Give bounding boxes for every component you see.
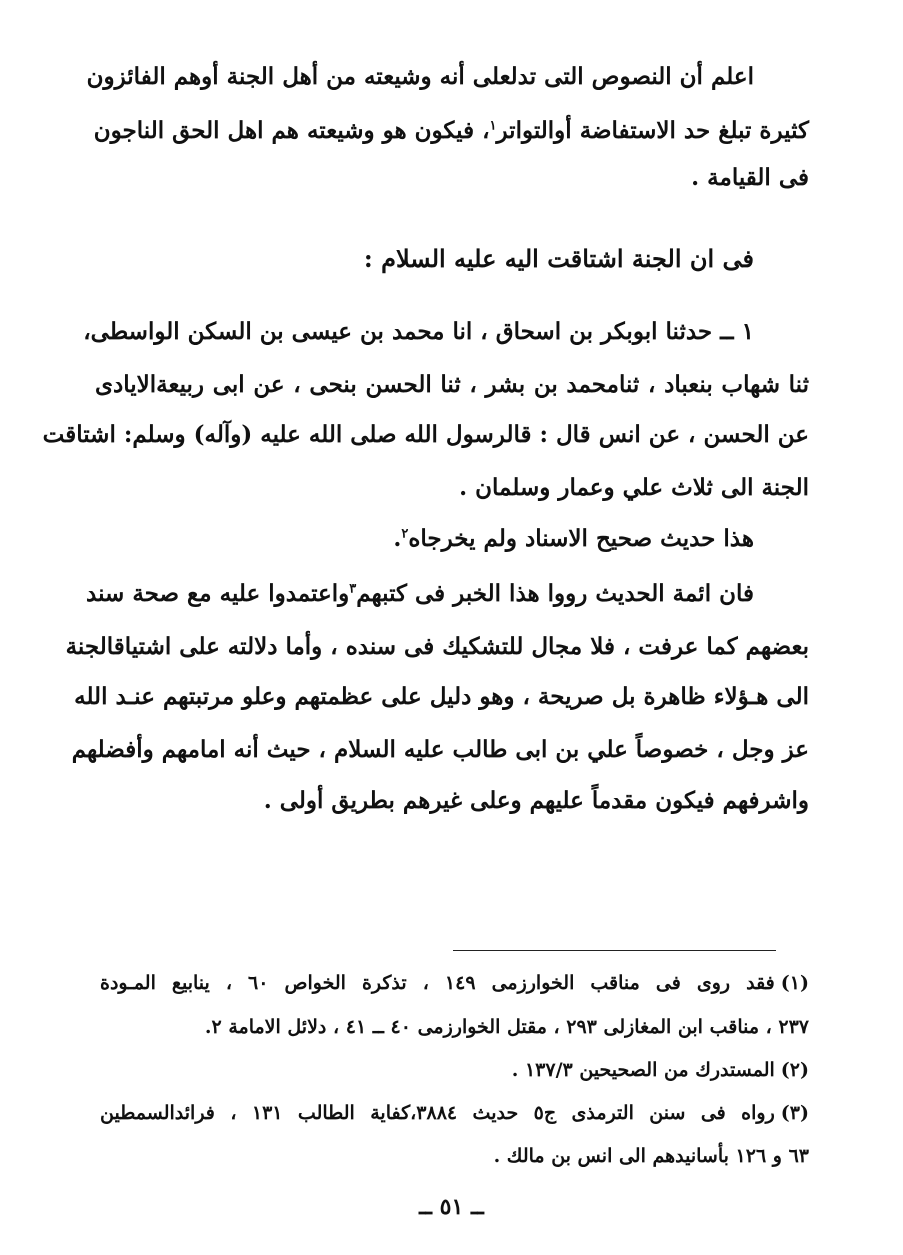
discussion-line-1-part-1: فان ائمة الحديث رووا هذا الخبر فى كتبهم — [356, 580, 754, 607]
hadith-line-3-text: عن الحسن ، عن انس قال : قالرسول الله صلى الله عليه (وآله) وسلم: اشتاقت — [42, 421, 809, 448]
intro-line-2 — [95, 111, 809, 151]
page-number: ــ ٥١ ــ — [419, 1194, 484, 1220]
footnote-3-line-1 — [100, 1098, 809, 1128]
footnote-2-number: (٢) — [780, 1059, 809, 1081]
discussion-line-3 — [74, 677, 809, 717]
footnote-ref-1: ١ — [489, 118, 497, 134]
footnote-1-text-2: ٢٣٧ ، مناقب ابن المغازلى ٢٩٣ ، مقتل الخوارزمى ٤٠ ــ ٤١ ، دلائل الامامة ٢. — [204, 1016, 809, 1038]
discussion-line-1-part-2: واعتمدوا عليه مع صحة سند — [86, 580, 350, 607]
hadith-line-1-text: ١ ــ حدثنا ابوبكر بن اسحاق ، انا محمد بن عيسى بن السكن الواسطى، — [83, 318, 754, 345]
discussion-line-2-text: بعضهم كما عرفت ، فلا مجال للتشكيك فى سنده ، وأما دلالته على اشتياقالجنة — [65, 633, 809, 660]
footnote-separator — [453, 950, 776, 951]
footnote-2-text: المستدرك من الصحيحين ١٣٧/٣ . — [511, 1059, 775, 1081]
hadith-line-4-text: الجنة الى ثلاث علي وعمار وسلمان . — [459, 474, 809, 501]
footnote-ref-3: ٣ — [349, 581, 357, 597]
discussion-line-4 — [71, 730, 809, 770]
footnote-1-line-1 — [100, 968, 809, 998]
intro-line-1 — [86, 57, 809, 97]
hadith-line-2 — [95, 365, 809, 405]
discussion-line-5-text: واشرفهم فيكون مقدماً عليهم وعلى غيرهم بطريق أولى . — [263, 787, 809, 814]
intro-line-2-part-1: كثيرة تبلغ حد الاستفاضة أوالتواتر — [496, 117, 809, 144]
intro-line-2-part-2: ، فيكون هو وشيعته هم اهل الحق الناجون — [93, 117, 490, 144]
section-heading-text: فى ان الجنة اشتاقت اليه عليه السلام : — [363, 244, 754, 273]
hadith-line-3 — [42, 415, 809, 455]
footnote-1-number: (١) — [780, 972, 809, 994]
footnote-3-line-2 — [100, 1141, 809, 1171]
footnote-1-line-2 — [160, 1012, 809, 1042]
discussion-line-4-text: عز وجل ، خصوصاً علي بن ابى طالب عليه السلام ، حيث أنه امامهم وأفضلهم — [71, 736, 809, 763]
authenticity-end: . — [393, 525, 402, 552]
section-heading — [95, 239, 809, 279]
footnote-ref-2: ٢ — [401, 526, 409, 542]
hadith-line-4 — [95, 468, 809, 508]
hadith-line-2-text: ثنا شهاب بنعباد ، ثنامحمد بن بشر ، ثنا الحسن بنحى ، عن ابى ربيعةالايادى — [95, 371, 809, 398]
footnote-3-text-1: رواه فى سنن الترمذى ج٥ حديث ٣٨٨٤،كفاية الطالب ١٣١ ، فرائدالسمطين — [100, 1102, 775, 1124]
intro-line-3-text: فى القيامة . — [691, 164, 809, 191]
footnote-2 — [100, 1055, 809, 1085]
authenticity-text: هذا حديث صحيح الاسناد ولم يخرجاه — [408, 525, 754, 552]
footnote-3-number: (٣) — [780, 1102, 809, 1124]
discussion-line-1 — [86, 574, 809, 614]
discussion-line-2 — [65, 627, 809, 667]
authenticity-line — [95, 519, 809, 559]
intro-line-1-text: اعلم أن النصوص التى تدلعلى أنه وشيعته من أهل الجنة أوهم الفائزون — [86, 63, 754, 90]
discussion-line-3-text: الى هـؤلاء ظاهرة بل صريحة ، وهو دليل على عظمتهم وعلو مرتبتهم عنـد الله — [74, 683, 809, 710]
discussion-line-5 — [95, 781, 809, 821]
footnote-3-text-2: ٦٣ و ١٢٦ بأسانيدهم الى انس بن مالك . — [493, 1145, 809, 1167]
hadith-line-1 — [83, 312, 809, 352]
intro-line-3 — [95, 158, 809, 198]
footnote-1-text-1: فقد روى فى مناقب الخوارزمى ١٤٩ ، تذكرة الخواص ٦٠ ، ينابيع المـودة — [100, 972, 775, 994]
